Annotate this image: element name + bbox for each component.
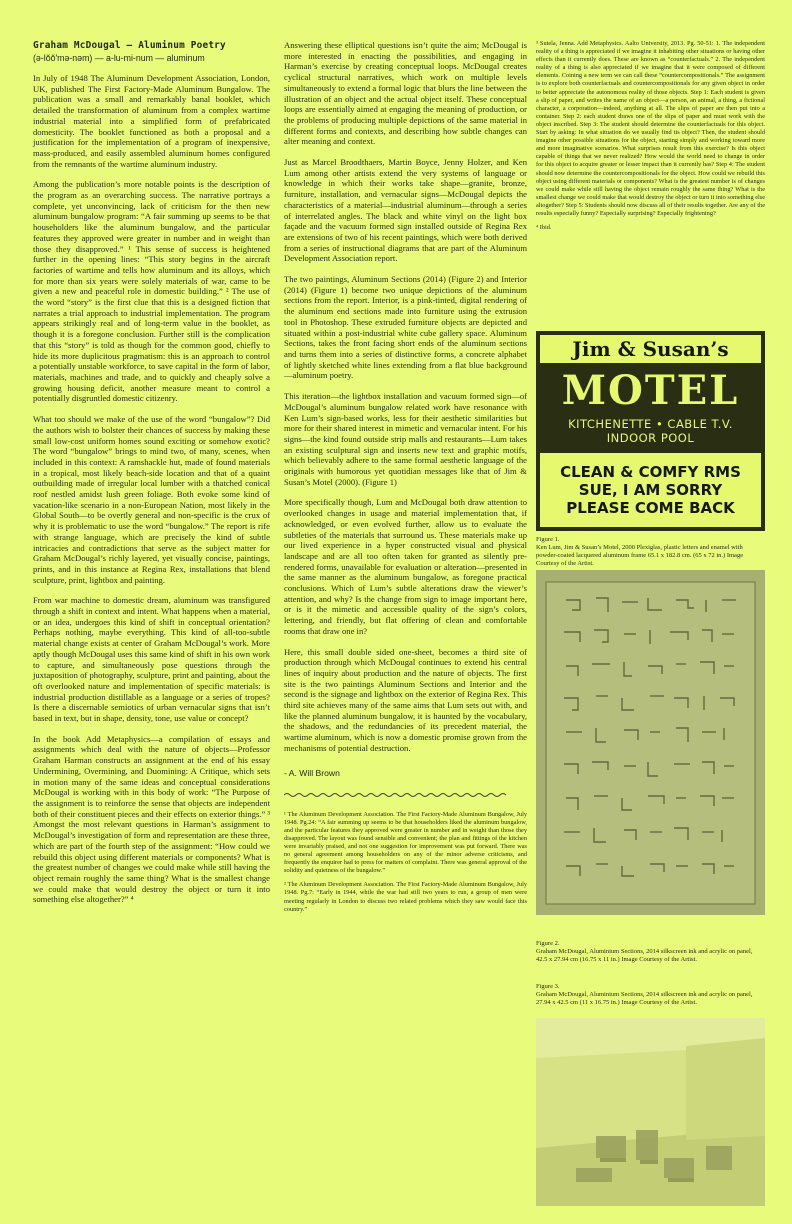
figure-3-text: Graham McDougal, Aluminium Sections, 2014 silkscreen ink and acrylic on panel, 27.94 x 42.5 cm (11 x 16.75 in.) Image Courtesy of the Artist.: [536, 991, 753, 1006]
footnote-3: ³ Sutela, Jenna. Add Metaphysics. Aalto University, 2013. Pg. 50-51: 1. The independent reality of a thing is appreciated if we imagine it inhabiting other situations or having other effects than it currently does. These are known as “counterfactuals.” 2. The independent reality of a thing is also appreciated if we imagine that it were composed of different elements. Coining a new term we can call these “countercompositionals.” The assignment is to explore both counterfactuals and countercompositionals for any given object in order to better appreciate the autonomous reality of those objects. Step 1: Each student is given a slip of paper, and writes the name of an object—a person, an animal, a thing, a fictional character, a corporation—indeed, anything at all. The slips of paper are then put into a container. Step 2: each student draws one of the slips of paper and must work with the object inscribed. Step 3: The student should determine the counterfactuals for this object. Start by asking: In what situation do we usually find tis object? Then, the student should imagine other possible situations for the object, starting simply and working toward more and more imaginative scenarios. What surprises result from this exercise? Is this object capable of things that we never realized? How would the world need to change in order for this object to acquire greater or lesser impact than it currently has? Step 4: The student should now determine the countercompositionals for the object. How could we rebuild this object using different materials or components? What is the greatest number is of changes we could make while still having the object remain roughly the same thing? What is the smallest change we could make that would destroy the object or turn it into something else altogether? Step 5: Students should now discuss all of their results together. Are any of the results especially funny? Especially surprising? Especially frightening?: [536, 40, 765, 217]
paragraph: Answering these elliptical questions isn’t quite the aim; McDougal is more interested in enacting the possibilities, and engaging in Harman’s exercise by creating conceptual loops. McDougal creates cyclical structural narratives, which work on multiple levels simultaneously to extend a formal logic that blurs the line between the illustration of an object and the actual object itself. These conceptual loops are essentially aimed at engaging the meaning of production, or the problems of producing multiple depictions of the same material in different forms and contexts, and describing how subtle changes can alter meaning and context.: [284, 40, 527, 147]
footnote-2: ² The Aluminum Development Association. The First Factory-Made Aluminum Bungalow, July 1948. Pg.7: “Early in 1944, while the war had still two years to run, a group of men were meeting regularly in London to discuss two related problems which they saw would face this country.”: [284, 881, 527, 913]
author-signature: - A. Will Brown: [284, 767, 340, 778]
paragraph: Just as Marcel Broodthaers, Martin Boyce, Jenny Holzer, and Ken Lum among other artists extend the very systems of language or knowledge in which their works take shape—granite, bronze, furniture, installation, and vernacular signs—McDougal depicts the characteristics of a material—industrial aluminum—through a series of interrelated angles. The black and white vinyl on the light box façade and the vacuum formed sign installed outside of Regina Rex are extensions of two of his recent paintings, which were both derived from a series of instructional diagrams that are part of the Aluminum Development Association report.: [284, 157, 527, 264]
column-1: [33, 40, 270, 915]
figure-3-caption: [536, 983, 765, 1007]
sign-message-line-3: PLEASE COME BACK: [566, 499, 735, 517]
sign-message-line-1: CLEAN & COMFY RMS: [560, 463, 741, 481]
sign-amenities-line-2: INDOOR POOL: [606, 431, 695, 445]
aluminum-sections-artwork: [536, 570, 765, 915]
figure-2-painting: [536, 570, 765, 915]
figure-1-caption: [536, 536, 765, 568]
figure-1-motel-sign: [536, 331, 765, 531]
paragraph: More specifically though, Lum and McDougal both draw attention to overlooked changes in usage and material implementation that, if acknowledged, or even evolved further, allow us to evaluate the subtleties of the materials that surround us. These materials make up our lived experience in a hyper constructed visual and physical landscape and are all too often taken for granted as silently pre-rendered forms, unavailable for evaluation or alteration—presented in the same manner as the aluminum bungalow, as foregone practical conclusions. Which of Lum’s subtle alterations draw the viewer’s attention, and why? Is the change from sign to image important here, or is it the mimetic and accessible quality of the sign’s colors, lettering, and friendly, but flat offering of clean and comfortable rooms that draw one in?: [284, 497, 527, 636]
sign-owner-line: Jim & Susan’s: [540, 335, 761, 363]
paragraph: In the book Add Metaphysics—a compilation of essays and assignments which deal with the nature of objects—Professor Graham Harman constructs an assignment at the end of his essay Undermining, Overmining, and Duomining: A Critique, which sets in motion many of the same ideas and conceptual considerations McDougal is working with in this body of work: “The Purpose of the assignment is to reinforce the sense that objects are independent both of their constituent pieces and their effects on exterior things.” ³ Amongst the most relevant questions in Harman’s assignment to McDougal’s investigation of form and representation are these three, which are part of the fourth step of the assignment: “How could we rebuild this object using different materials or components? What is the greatest number of changes we could make while still having the object remain roughly the same thing? What is the smallest change we could make that would destroy the object or turn it into something else altogether?” ⁴: [33, 733, 270, 905]
figure-1-text: Ken Lum, Jim & Susan’s Motel, 2000 Plexiglas, plastic letters and enamel with powder-coated lacquered aluminum frame 65.1 x 182.8 cm. (65 x 72 in.) Image Courtesy of the Artist.: [536, 544, 744, 567]
paragraph: What too should we make of the use of the word “bungalow”? Did the authors wish to bolster their chances of success by making these small low-cost uniform homes sound exciting or somehow exotic? The word “bungalow” brings to mind two, of many, scenes, when included in this context: A ramshackle hut, made of found materials in a tropical, most likely beach-side location and that of a quaint outbuilding made of irregular local lumber with a thatched conical roof nestled amidst lush green foliage. Both evoke some kind of vacation-like scenario in a non-European Nation, most likely in the Global South—to be overtly general and non-specific is the crux of why it is problematic to use the word “bungalow.” The report is rife with strange language, which are precisely the kind of subtle intricacies and contradictions that serve as the subject matter for Graham McDougal’s richly layered, yet visually concise, paintings, prints, and in this instance at Regina Rex, installations that blend sculpture, print, lightbox and painting.: [33, 414, 270, 585]
sign-amenities-line-1: KITCHENETTE • CABLE T.V.: [568, 417, 733, 431]
paragraph: Among the publication’s more notable points is the description of the program as an overarching success. The narrative portrays a complete, yet unconvincing, lack of criticism for the then new aluminum bungalow program: “A fair summing up seems to be that householders like the aluminum bungalow, and the particular features they approved were greater in number and in weight than those they disapproved.” ¹ This sense of success is heightened further in the opening lines: “This story begins in the aircraft factories of wartime and tells how aluminum and its alloys, which for more than six years were solely materials of war, came to be given a new and peaceful role in domestic building.” ² The use of the word “story” is the first clue that this is a designed fiction that narrates a trial approach to industrial implementation. The program appears strikingly real and of long-term value in the booklet, as though it is a foregone conclusion. Further still is the complication that this “story” is told as though for the common good, chiefly to hide its more duplicitous pragmatism: this is an approach to control a potentially unstable workforce, to save capital in the form of labor, materials, machines and trade, and to quickly and cheaply solve a growing housing deficit, another measure meant to control a potentially disgruntled domestic citizenry.: [33, 179, 270, 404]
paragraph: In July of 1948 The Aluminum Development Association, London, UK, published The First Factory-Made Aluminum Bungalow. The publication was a small and remarkably banal booklet, which detailed the transformation of aluminum from a complex wartime industrial material into a simplified form of prefabricated domesticity. The booklet functioned as both a proposal and a justification for the implementation of a program of inexpensive, mass-produced, and easily assembled aluminum homes configured from the remnants of the wartime aluminum industry.: [33, 73, 270, 169]
footnote-4: ⁴ Ibid.: [536, 224, 552, 232]
sign-message-line-2: SUE, I AM SORRY: [578, 481, 723, 499]
sign-message: [540, 453, 761, 527]
figure-2-label: Figure 2.: [536, 940, 560, 947]
paragraph: This iteration—the lightbox installation and vacuum formed sign—of McDougal’s aluminum bungalow related work have resonance with Ken Lum’s sign-based works, less for their aesthetic similarities but more for their shared interest in mimetic and vernacular intent. For his signs—the kind found outside strip malls and restaurants—Lum takes an existing sculptural sign and inserts new text and graphic motifs, which believably adhere to the same formal aesthetic language of the originals with humorous yet quotidian messages like that of Jim & Susan’s Motel (2000). (Figure 1): [284, 391, 527, 487]
column-2: [284, 40, 527, 920]
paragraph: From war machine to domestic dream, aluminum was transfigured through a shift in context and intent. What happens when a material, or an idea, undergoes this kind of shift in conceptual orientation? Perhaps nothing, maybe everything. This kind of all-too-subtle material change exists at center of Graham McDougal’s work. More aptly though McDougal uses this same kind of shift in his own work to capture, and simultaneously pose questions through the juxtaposition of photography, sculpture, print and painting, about the oft overlooked nature and implementation of specific materials: is industrial production distillable as a language or a series of tropes? Is there a discernable semiotics of urban vernacular signs that isn’t based in text, but in shape, density, tone, use value or concept?: [33, 595, 270, 724]
column-3: [536, 40, 765, 238]
sign-motel-line: MOTEL: [540, 367, 761, 413]
sign-amenities: [540, 413, 761, 449]
gallery-interior-artwork: [536, 1018, 765, 1206]
figure-2-text: Graham McDougal, Aluminium Sections, 2014 silkscreen ink and acrylic on panel, 42.5 x 27.94 cm (16.75 x 11 in.) Image Courtesy of the Artist.: [536, 948, 753, 963]
figure-3-label: Figure 3.: [536, 983, 560, 990]
footnote-1: ¹ The Aluminum Development Association. The First Factory-Made Aluminum Bungalow, July 1948. Pg.24: “A fair summing up seems to be that householders liked the aluminum bungalow, and the particular features they approved were greater in number and in weight than those they disapproved. The layout was found sensible and convenient; the plan and fittings of the kitchen were invariably praised, and not one suggestion for improvement was put forward. There was no general agreement among householders on any of the minor adverse criticisms, and frequently the enquirer had to press for matters of complaint. There was general approval of the solidity and quietness of the bungalow.”: [284, 810, 527, 875]
figure-1-label: Figure 1.: [536, 536, 560, 543]
pronunciation: (ə-lŏŏ′mə-nəm) — a-lu-mi-num — aluminum: [33, 53, 205, 63]
figure-3-gallery-photo: [536, 1018, 765, 1206]
figure-2-caption: [536, 940, 765, 964]
wavy-divider: [284, 792, 509, 798]
paragraph: The two paintings, Aluminum Sections (2014) (Figure 2) and Interior (2014) (Figure 1) become two unique depictions of the aluminum sections from the report. Interior, is a pink-tinted, digital rendering of the aluminum end sections made into furniture using the extrusion tool in Photoshop. These extruded furniture objects are depicted and situated within a post-industrial white cube gallery space. Aluminum Sections, takes the front facing short ends of the aluminum sections and turns them into a series of distinctive forms, a concrete alphabet of lightly sketched white lines extending from a flat blue background—aluminum poetry.: [284, 274, 527, 381]
article-title: Graham McDougal – Aluminum Poetry: [33, 40, 226, 51]
paragraph: Here, this small double sided one-sheet, becomes a third site of production through which McDougal continues to extend his central lines of inquiry about production and the nature of objects. The first site is the two paintings Aluminum Sections and Interior and the second is the signage and lightbox on the exterior of Regina Rex. This third site achieves many of the same aims that Lum sets out with, and like the planned aluminum bungalow, it is haunted by the vocabulary, the shadows, and the redundancies of its precedent material, the wartime aluminum, which is now a domestic promise grown from the mechanisms of potential destruction.: [284, 646, 527, 753]
